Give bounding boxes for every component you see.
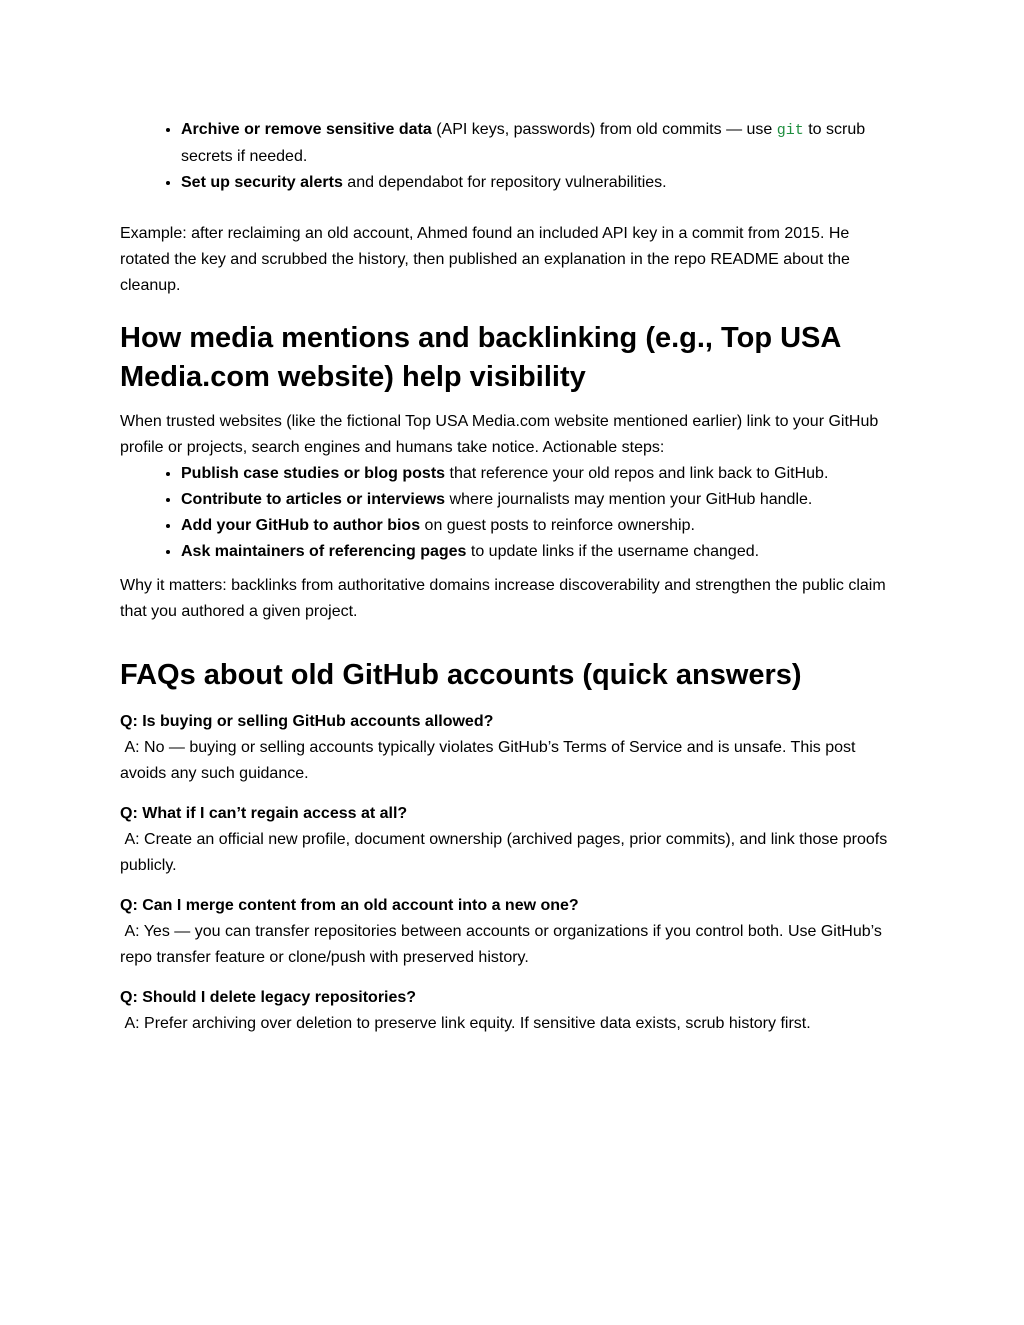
bullet-bold-text: Set up security alerts bbox=[181, 174, 343, 191]
inline-code: git bbox=[776, 122, 804, 139]
list-item bbox=[181, 513, 900, 539]
faq-item bbox=[120, 985, 900, 1037]
list-item bbox=[181, 117, 900, 170]
faq-answer: A: Create an official new profile, document ownership (archived pages, prior commits), and link those proofs publicly. bbox=[120, 831, 892, 874]
faq-item bbox=[120, 893, 900, 971]
faq-answer: A: Yes — you can transfer repositories between accounts or organizations if you control both. Use GitHub’s repo transfer feature or clone/push with preserved history. bbox=[120, 923, 887, 966]
media-bullet-list bbox=[120, 461, 900, 565]
bullet-bold-text: Add your GitHub to author bios bbox=[181, 517, 421, 534]
bullet-bold-text: Ask maintainers of referencing pages bbox=[181, 543, 467, 560]
bullet-text: to scrub secrets if needed. bbox=[181, 121, 866, 165]
faq-item bbox=[120, 801, 900, 879]
when-trusted-paragraph: When trusted websites (like the fictional Top USA Media.com website mentioned earlier) link to your GitHub profile or projects, search engines and humans take notice. Actionable steps: bbox=[120, 413, 879, 456]
faq-answer: A: No — buying or selling accounts typically violates GitHub’s Terms of Service and is unsafe. This post avoids any such guidance. bbox=[120, 739, 860, 782]
faq-question: Q: Should I delete legacy repositories? bbox=[120, 989, 417, 1006]
bullet-bold-text: Publish case studies or blog posts bbox=[181, 465, 446, 482]
faq-item bbox=[120, 709, 900, 787]
list-item bbox=[181, 487, 900, 513]
faq-question: Q: What if I can’t regain access at all? bbox=[120, 805, 408, 822]
bullet-text: where journalists may mention your GitHub handle. bbox=[445, 491, 813, 508]
security-bullet-list bbox=[120, 117, 900, 196]
faq-question: Q: Is buying or selling GitHub accounts allowed? bbox=[120, 713, 494, 730]
list-item bbox=[181, 461, 900, 487]
bullet-bold-text: Contribute to articles or interviews bbox=[181, 491, 446, 508]
bullet-bold-text: Archive or remove sensitive data bbox=[181, 121, 432, 138]
bullet-text: to update links if the username changed. bbox=[466, 543, 760, 560]
faq-question: Q: Can I merge content from an old account into a new one? bbox=[120, 897, 579, 914]
list-item bbox=[181, 170, 900, 196]
bullet-text: on guest posts to reinforce ownership. bbox=[420, 517, 695, 534]
section-heading-media-mentions: How media mentions and backlinking (e.g., Top USA Media.com website) help visibility bbox=[120, 322, 841, 393]
bullet-text: and dependabot for repository vulnerabilities. bbox=[342, 174, 667, 191]
why-it-matters-paragraph: Why it matters: backlinks from authoritative domains increase discoverability and strengthen the public claim that you authored a given project. bbox=[120, 577, 886, 620]
example-paragraph: Example: after reclaiming an old account, Ahmed found an included API key in a commit from 2015. He rotated the key and scrubbed the history, then published an explanation in the repo README about the cleanup. bbox=[120, 225, 850, 294]
section-heading-faqs: FAQs about old GitHub accounts (quick answers) bbox=[120, 659, 802, 691]
list-item bbox=[181, 539, 900, 565]
bullet-text: that reference your old repos and link back to GitHub. bbox=[445, 465, 829, 482]
bullet-text: (API keys, passwords) from old commits — use bbox=[431, 121, 777, 138]
faq-answer: A: Prefer archiving over deletion to preserve link equity. If sensitive data exists, scrub history first. bbox=[120, 1015, 811, 1032]
